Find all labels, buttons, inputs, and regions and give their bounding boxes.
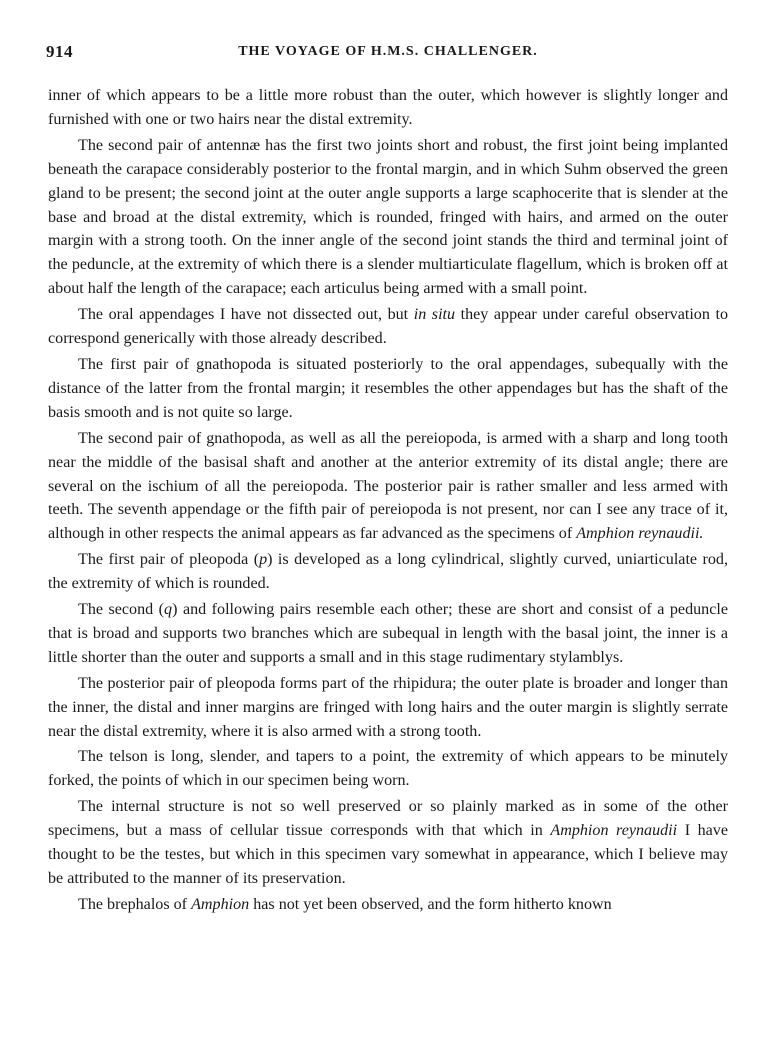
text-segment: The internal structure is not so well preserved or so plainly marked as in some of the other specimens, but a mass of cellular tissue corresponds with that which in bbox=[48, 798, 728, 840]
paragraph bbox=[48, 598, 728, 670]
paragraph bbox=[48, 548, 728, 596]
text-segment: The second pair of gnathopoda, as well as all the pereiopoda, is armed with a sharp and long tooth near the middle of the basisal shaft and another at the anterior extremity of its distal angle; there are several on the ischium of all the pereiopoda. The posterior pair is rather smaller and less armed with teeth. The seventh appendage or the fifth pair of pereiopoda is not present, nor can I see any trace of it, although in other respects the animal appears as far advanced as the specimens of bbox=[48, 429, 728, 543]
italic-term: in situ bbox=[413, 306, 456, 324]
book-page bbox=[48, 42, 728, 919]
text-segment: The brephalos of bbox=[78, 895, 192, 913]
text-segment: The posterior pair of pleopoda forms part of the rhipidura; the outer plate is broader and longer than the inner, the distal and inner margins are fringed with long hairs and the outer margin is slightly serrate near the distal extremity, where it is also armed with a strong tooth. bbox=[48, 674, 728, 740]
paragraph bbox=[48, 353, 728, 425]
text-segment: has not yet been observed, and the form hitherto known bbox=[249, 895, 612, 913]
genus-name: Amphion bbox=[191, 895, 250, 913]
text-segment: ) is developed as a long cylindrical, slightly curved, uniarticulate rod, the extremity of which is rounded. bbox=[48, 551, 729, 593]
text-segment: The telson is long, slender, and tapers to a point, the extremity of which appears to be minutely forked, the points of which in our specimen being worn. bbox=[48, 748, 728, 790]
text-segment: The oral appendages I have not dissected out, but bbox=[78, 306, 414, 324]
figure-letter: q bbox=[164, 601, 173, 619]
species-name: Amphion reynaudii. bbox=[576, 525, 704, 543]
body-text bbox=[48, 84, 728, 917]
paragraph bbox=[48, 745, 728, 793]
text-segment: ) and following pairs resemble each other; these are short and consist of a peduncle that is broad and supports two branches which are subequal in length with the basal joint, the inner is a little shorter than the outer and supports a small and in this stage rudimentary stylamblys. bbox=[48, 601, 728, 666]
paragraph bbox=[48, 893, 728, 917]
text-segment: The first pair of pleopoda ( bbox=[78, 551, 260, 569]
paragraph bbox=[48, 672, 728, 744]
text-segment: The second pair of antennæ has the first two joints short and robust, the first joint being implanted beneath the carapace considerably posterior to the frontal margin, and in which Suhm observed the green gland to be present; the second joint at the outer angle supports a large scaphocerite that is slender at the base and broad at the distal extremity, which is rounded, fringed with hairs, and armed on the outer margin with a strong tooth. On the inner angle of the second joint stands the third and terminal joint of the peduncle, at the extremity of which there is a slender multiarticulate flagellum, which is broken off at about half the length of the carapace; each articulus being armed with a small point. bbox=[48, 136, 728, 298]
text-segment: I have thought to be the testes, but which in this specimen vary somewhat in appearance, which I believe may be attributed to the manner of its preservation. bbox=[48, 822, 729, 887]
page-header bbox=[48, 42, 728, 72]
paragraph bbox=[48, 427, 728, 547]
paragraph bbox=[48, 84, 728, 132]
text-segment: they appear under careful observation to correspond generically with those already described. bbox=[48, 306, 728, 348]
text-segment: inner of which appears to be a little more robust than the outer, which however is slightly longer and furnished with one or two hairs near the distal extremity. bbox=[48, 87, 728, 128]
species-name: Amphion reynaudii bbox=[550, 822, 678, 840]
page-number: 914 bbox=[46, 42, 73, 61]
paragraph bbox=[48, 795, 728, 891]
paragraph bbox=[48, 303, 728, 351]
text-segment: The first pair of gnathopoda is situated posteriorly to the oral appendages, subequally with the distance of the latter from the frontal margin; it resembles the other appendages but has the shaft of the basis smooth and is not quite so large. bbox=[48, 355, 728, 421]
text-segment: The second ( bbox=[78, 601, 165, 619]
running-head: THE VOYAGE OF H.M.S. CHALLENGER. bbox=[238, 44, 538, 59]
figure-letter: p bbox=[259, 551, 268, 569]
paragraph bbox=[48, 134, 728, 301]
